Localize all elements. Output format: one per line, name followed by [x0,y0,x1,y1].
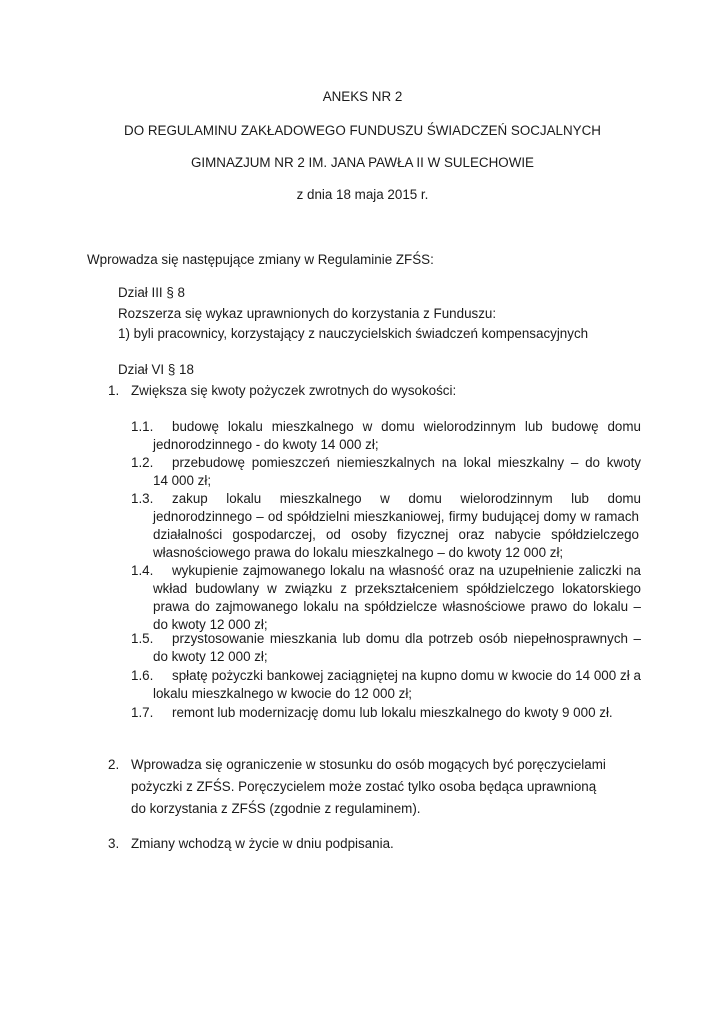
subitem-number: 1.4. [131,563,154,578]
item3-text: Zmiany wchodzą w życie w dniu podpisania. [131,836,394,851]
subitem-line1: przystosowanie mieszkania lub domu dla potrzeb osób niepełnosprawnych – [172,631,641,646]
subitem-rest: lokalu mieszkalnego w kwocie do 12 000 zł; [153,686,413,701]
school-name: GIMNAZJUM NR 2 IM. JANA PAWŁA II W SULECHOWIE [191,155,534,170]
subitem-rest: do kwoty 12 000 zł; [153,649,268,664]
section1-line2: 1) byli pracownicy, korzystający z nauczycielskich świadczeń kompensacyjnych [118,326,589,341]
subitem-rest: 14 000 zł; [153,473,212,488]
subitem-rest: jednorodzinnego - do kwoty 14 000 zł; [153,437,379,452]
subitem-number: 1.1. [131,419,154,434]
subitem-number: 1.5. [131,631,154,646]
subitem-line1: przebudowę pomieszczeń niemieszkalnych na lokal mieszkalny – do kwoty [172,455,641,470]
subitem-number: 1.2. [131,455,154,470]
subitem-line1: spłatę pożyczki bankowej zaciągniętej na kupno domu w kwocie do 14 000 zł a [172,668,641,683]
subitem-number: 1.7. [131,705,154,720]
subitem-number: 1.6. [131,668,154,683]
subitem-line1: remont lub modernizację domu lub lokalu mieszkalnego do kwoty 9 000 zł. [172,705,613,720]
section2-heading: Dział VI § 18 [118,362,194,377]
section1-heading: Dział III § 8 [118,285,185,300]
subitem-number: 1.3. [131,491,154,506]
subitem-line1: wykupienie zajmowanego lokalu na własność oraz na uzupełnienie zaliczki na [172,563,641,578]
item2-text: Wprowadza się ograniczenie w stosunku do osób mogących być poręczycielami pożyczki z ZFŚS. Poręczycielem może zostać tylko osoba będąca uprawnioną do korzystania z ZFŚS (zgodnie z regulaminem). [131,757,606,817]
document-date: z dnia 18 maja 2015 r. [296,187,429,202]
subitem-line1: budowę lokalu mieszkalnego w domu wielorodzinnym lub budowę domu [172,419,641,434]
subitem-rest: jednorodzinnego – od spółdzielni mieszkaniowej, firmy budującej domy w ramach działalności gospodarczej, od osoby fizycznej oraz nabycie spółdzielczego własnościowego prawa do lokalu mieszkalnego – do kwoty 12 000 zł; [153,509,639,561]
document-title: ANEKS NR 2 [322,89,403,104]
item2-number: 2. [108,757,120,772]
subitem-line1: zakup lokalu mieszkalnego w domu wielorodzinnym lub domu [172,491,641,506]
item1-number: 1. [108,383,120,398]
subitem-rest: wkład budowlany w związku z przekształceniem spółdzielczego lokatorskiego prawa do zajmowanego lokalu na spółdzielcze własnościowe prawo do lokalu – do kwoty 12 000 zł; [153,581,641,633]
section1-line1: Rozszerza się wykaz uprawnionych do korzystania z Funduszu: [118,306,497,321]
document-subtitle: DO REGULAMINU ZAKŁADOWEGO FUNDUSZU ŚWIADCZEŃ SOCJALNYCH [124,123,601,138]
item3-number: 3. [108,836,120,851]
item1-text: Zwiększa się kwoty pożyczek zwrotnych do wysokości: [131,383,457,398]
intro-text: Wprowadza się następujące zmiany w Regulaminie ZFŚS: [87,252,434,267]
